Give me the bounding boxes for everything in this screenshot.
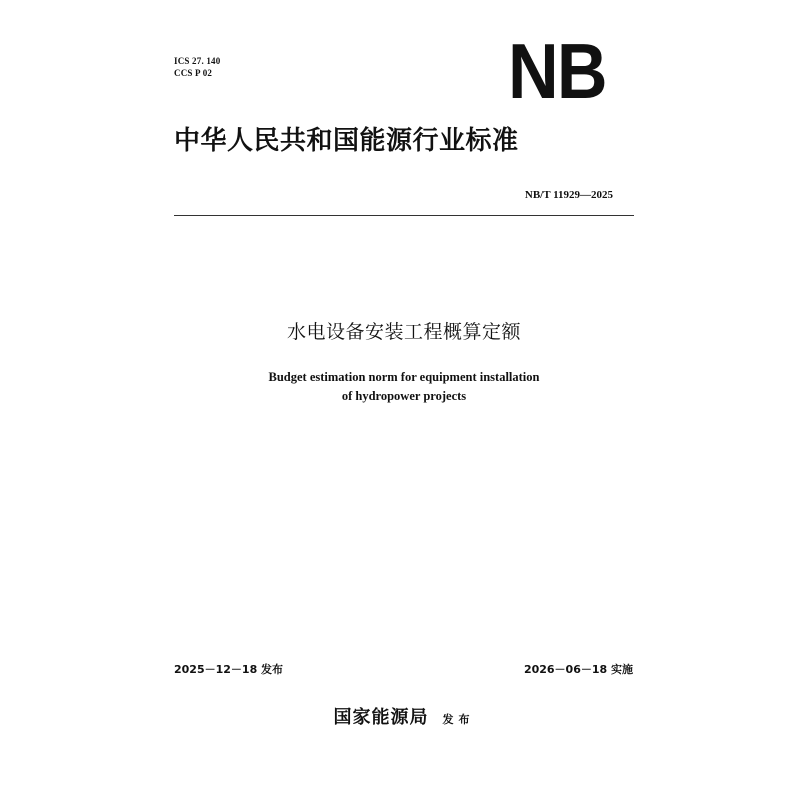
ics-code: ICS 27. 140 [174, 56, 221, 66]
english-title-line-2: of hydropower projects [341, 389, 467, 403]
ccs-code: CCS P 02 [174, 68, 213, 78]
implementation-date: 2026－06－18 实施 [523, 663, 633, 676]
classification-codes [174, 55, 220, 79]
english-title-line-1: Budget estimation norm for equipment installation [268, 370, 540, 384]
chinese-title: 水电设备安装工程概算定额 [286, 321, 521, 343]
publisher-line [174, 704, 634, 734]
issue-date: 2025－12－18 发布 [174, 663, 284, 676]
standard-category-title: 中华人民共和国能源行业标准 [174, 126, 519, 156]
publisher-name: 国家能源局 [333, 707, 429, 728]
english-title [174, 368, 634, 406]
publisher-action: 发布 [442, 713, 475, 726]
nb-logo: NB [508, 27, 606, 115]
header-divider [174, 215, 634, 216]
standard-number: NB/T 11929—2025 [524, 189, 613, 201]
